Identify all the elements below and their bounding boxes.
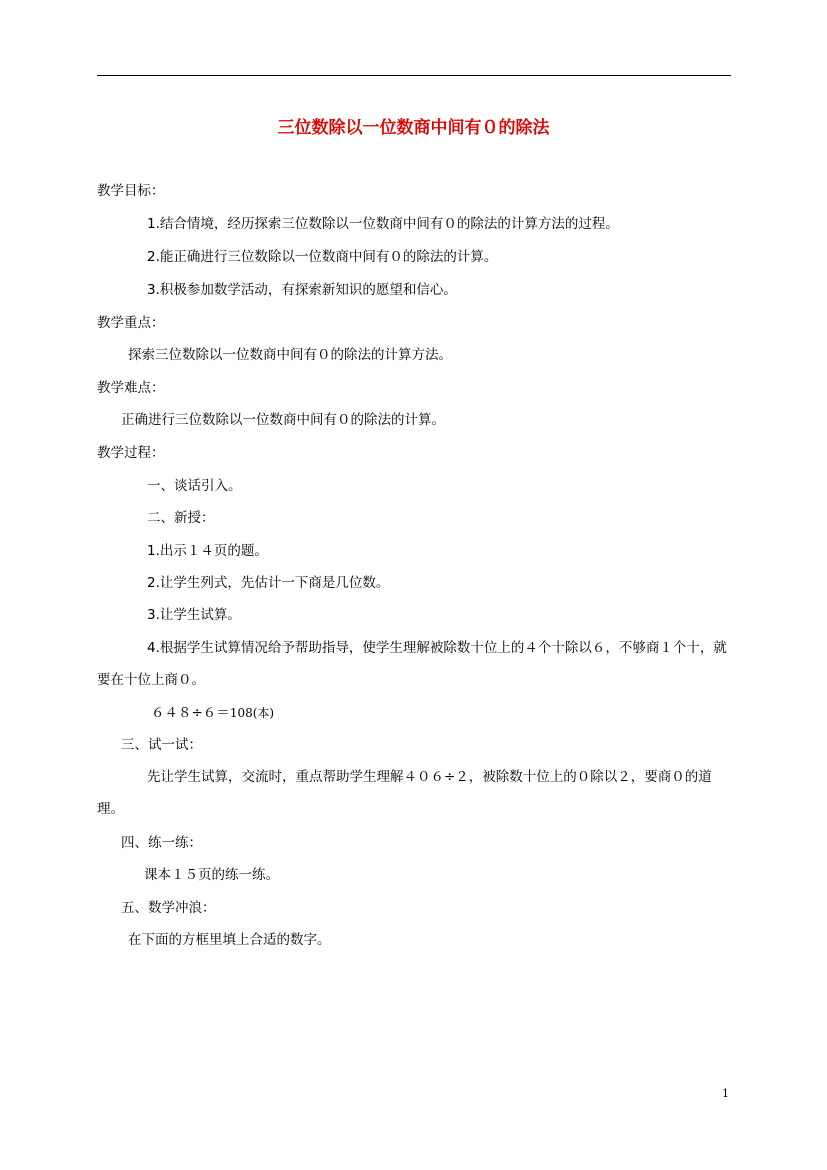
goals-heading: 教学目标： xyxy=(97,183,165,199)
focus-heading: 教学重点： xyxy=(97,315,165,331)
step3-text: 先让学生试算，交流时，重点帮助学生理解４０６÷２，被除数十位上的０除以２，要商０的道理。 xyxy=(97,769,712,817)
difficulty-text: 正确进行三位数除以一位数商中间有０的除法的计算。 xyxy=(121,412,445,428)
goal-item: 1.结合情境，经历探索三位数除以一位数商中间有０的除法的计算方法的过程。 xyxy=(147,216,619,232)
process-step: 四、练一练： xyxy=(121,835,202,851)
process-heading: 教学过程： xyxy=(97,445,165,461)
step5-text: 在下面的方框里填上合适的数字。 xyxy=(128,932,331,948)
goal-item: 2.能正确进行三位数除以一位数商中间有０的除法的计算。 xyxy=(147,249,498,265)
step4-text: 课本１５页的练一练。 xyxy=(144,867,279,883)
equation-result: 108(本) xyxy=(229,706,275,720)
goal-item: 3.积极参加数学活动，有探索新知识的愿望和信心。 xyxy=(147,282,457,298)
focus-text: 探索三位数除以一位数商中间有０的除法的计算方法。 xyxy=(128,347,452,363)
header-rule xyxy=(97,75,731,76)
equation-main: ６４８÷６＝ xyxy=(151,705,230,721)
process-substep: 4.根据学生试算情况给予帮助指导，使学生理解被除数十位上的４个十除以６，不够商１个十，就要在十位上商０。 xyxy=(97,640,727,688)
process-step: 一、谈话引入。 xyxy=(147,478,242,494)
process-step: 五、数学冲浪： xyxy=(121,900,216,916)
process-substep: 1.出示１４页的题。 xyxy=(147,543,268,559)
page-number: 1 xyxy=(722,1087,729,1100)
process-step: 二、新授： xyxy=(147,510,215,526)
equation xyxy=(151,703,274,723)
document-title: 三位数除以一位数商中间有０的除法 xyxy=(277,118,550,138)
process-substep: 2.让学生列式，先估计一下商是几位数。 xyxy=(147,575,390,591)
process-substep: 3.让学生试算。 xyxy=(147,607,241,623)
process-step: 三、试一试： xyxy=(121,737,202,753)
difficulty-heading: 教学难点： xyxy=(97,380,165,396)
